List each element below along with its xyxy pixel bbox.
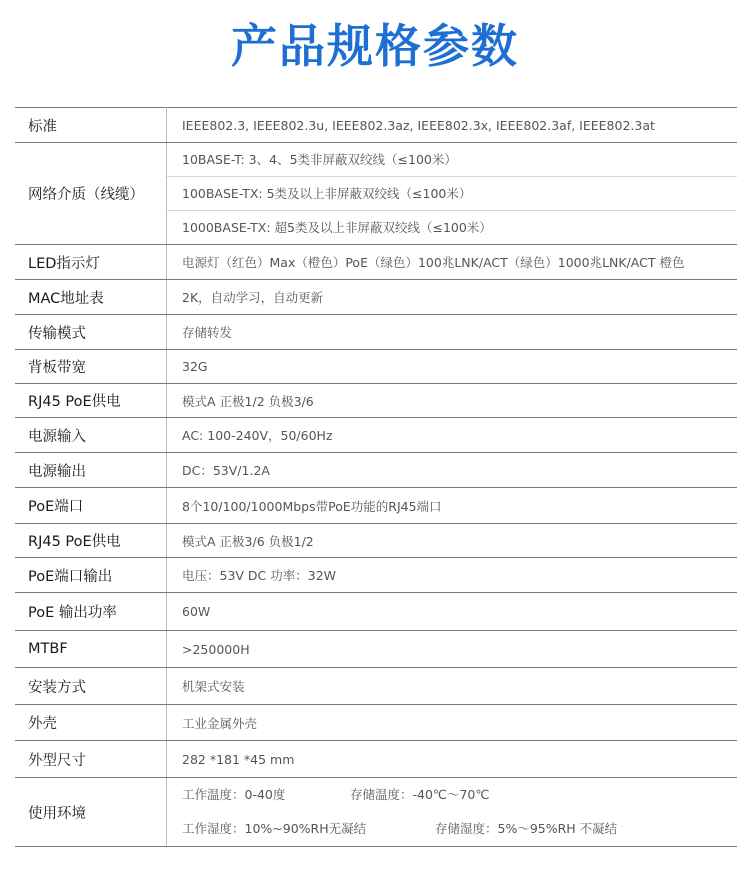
row-value: 工业金属外壳 [167,705,738,741]
table-row-mtbf [15,631,737,668]
table-row-transfer [15,315,737,350]
row-label: 网络介质（线缆） [15,143,167,245]
table-row-rj45-poe-2 [15,524,737,558]
table-row-power-out [15,453,737,488]
row-label: RJ45 PoE供电 [15,384,167,418]
row-value: 电源灯（红色）Max（橙色）PoE（绿色）100兆LNK/ACT（绿色）1000兆LNK/ACT 橙色 [167,245,738,280]
row-value: 2K，自动学习，自动更新 [167,280,738,315]
table-row-power-in [15,418,737,453]
table-row-media [15,143,737,245]
row-label: PoE 输出功率 [15,593,167,631]
row-label: 外型尺寸 [15,741,167,778]
table-row-poe-output [15,558,737,593]
row-value: 32G [167,350,738,384]
row-label: 使用环境 [15,778,167,847]
row-label: 标准 [15,108,167,143]
table-row-standard [15,108,737,143]
row-label: MTBF [15,631,167,668]
row-value: 模式A 正极3/6 负极1/2 [167,524,738,558]
table-row-rj45-poe-1 [15,384,737,418]
row-value-group [167,143,738,245]
storage-humidity: 存储湿度：5%～95%RH 不凝结 [435,821,618,836]
work-humidity: 工作湿度：10%~90%RH无凝结 [182,821,367,836]
work-temperature: 工作温度：0-40度 [182,787,286,802]
page-title: 产品规格参数 [231,19,519,73]
table-row-poe-port [15,488,737,524]
row-label: 传输模式 [15,315,167,350]
row-value: 机架式安装 [167,668,738,705]
spec-table [15,107,737,847]
row-value: AC: 100-240V，50/60Hz [167,418,738,453]
env-temperature-row [182,778,737,812]
table-row-environment [15,778,737,847]
env-humidity-row [182,812,737,846]
row-value: 282 *181 *45 mm [167,741,738,778]
row-value: 模式A 正极1/2 负极3/6 [167,384,738,418]
table-row-led [15,245,737,280]
row-value: IEEE802.3, IEEE802.3u, IEEE802.3az, IEEE802.3x, IEEE802.3af, IEEE802.3at [167,108,738,143]
media-item: 1000BASE-TX: 超5类及以上非屏蔽双绞线（≤100米） [167,210,737,244]
table-row-housing [15,705,737,741]
row-label: PoE端口输出 [15,558,167,593]
row-value: 60W [167,593,738,631]
table-row-install [15,668,737,705]
row-label: 背板带宽 [15,350,167,384]
table-row-backplane [15,350,737,384]
row-label: 外壳 [15,705,167,741]
storage-temperature: 存储温度：-40℃～70℃ [350,787,490,802]
row-label: LED指示灯 [15,245,167,280]
row-value: >250000H [167,631,738,668]
row-label: PoE端口 [15,488,167,524]
table-row-size [15,741,737,778]
row-value: 8个10/100/1000Mbps带PoE功能的RJ45端口 [167,488,738,524]
row-value-group [167,778,738,847]
row-label: MAC地址表 [15,280,167,315]
row-value: DC：53V/1.2A [167,453,738,488]
media-item: 10BASE-T: 3、4、5类非屏蔽双绞线（≤100米） [182,152,457,167]
media-item: 100BASE-TX: 5类及以上非屏蔽双绞线（≤100米） [167,176,737,210]
row-value: 存储转发 [167,315,738,350]
row-label: 安装方式 [15,668,167,705]
row-label: 电源输入 [15,418,167,453]
row-label: 电源输出 [15,453,167,488]
table-row-poe-power [15,593,737,631]
table-row-mac [15,280,737,315]
row-value: 电压：53V DC 功率：32W [167,558,738,593]
row-label: RJ45 PoE供电 [15,524,167,558]
